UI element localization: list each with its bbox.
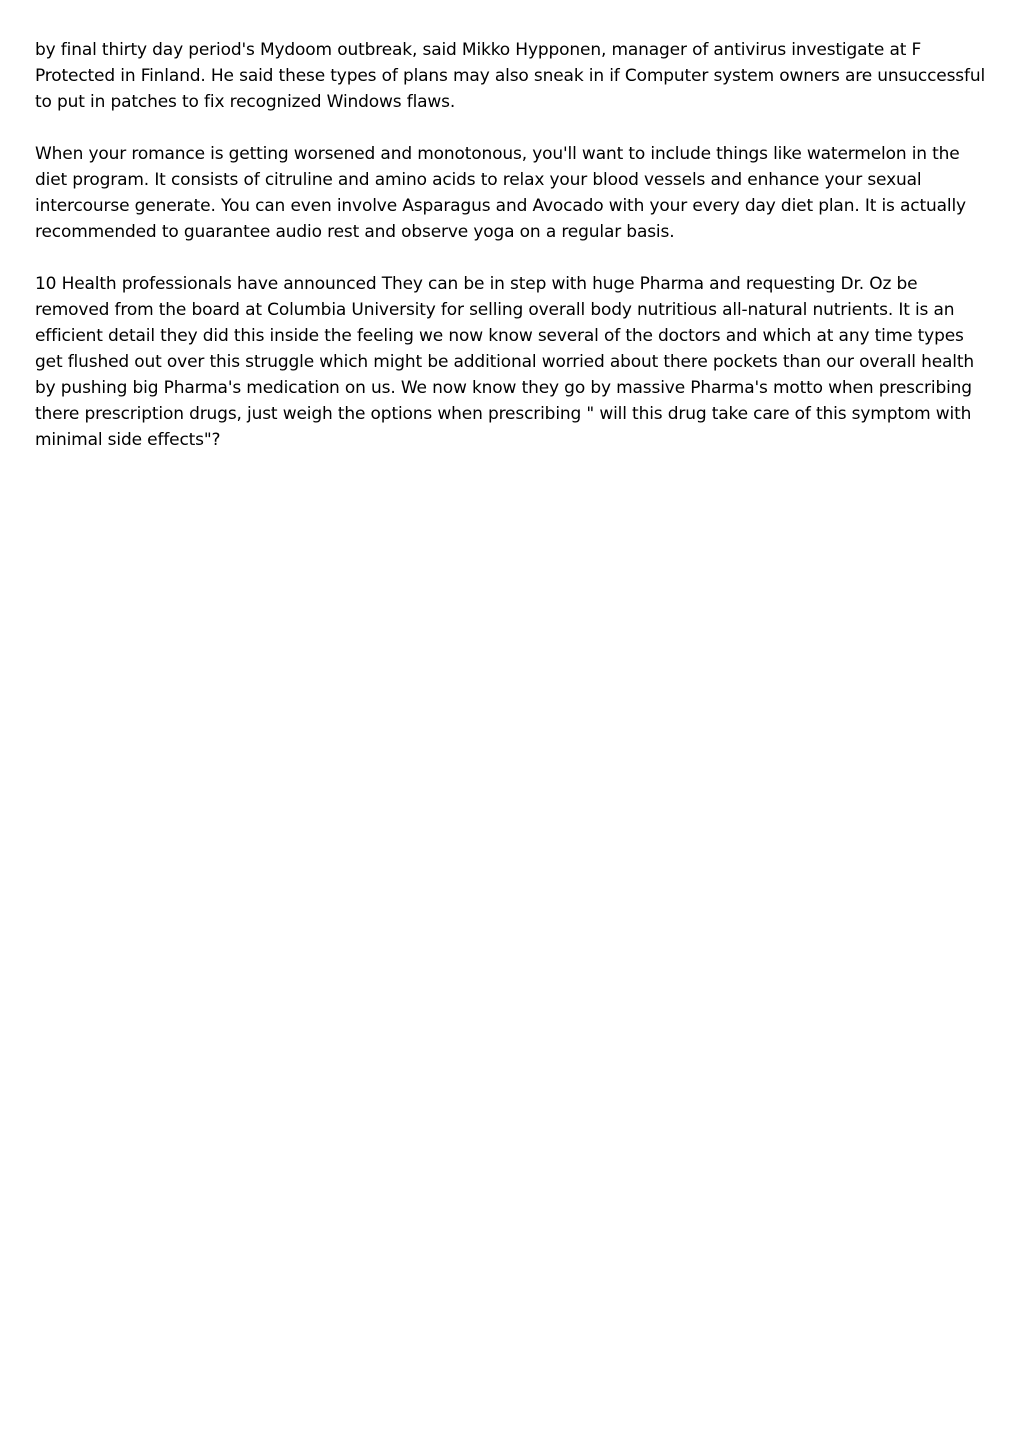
paragraph-health-professionals: 10 Health professionals have announced They can be in step with huge Pharma and requesting Dr. Oz be removed from the board at Columbia University for selling overall body nutritious all-natural nutrients. It is an efficient detail they did this inside the feeling we now know several of the doctors and which at any time types get flushed out over this struggle which might be additional worried about there pockets than our overall health by pushing big Pharma's medication on us. We now know they go by massive Pharma's motto when prescribing there prescription drugs, just weigh the options when prescribing " will this drug take care of this symptom with minimal side effects"? [35,274,975,450]
paragraph-mydoom: by final thirty day period's Mydoom outbreak, said Mikko Hypponen, manager of antivirus investigate at F Protected in Finland. He said these types of plans may also sneak in if Computer system owners are unsuccessful to put in patches to fix recognized Windows flaws. [35,40,986,112]
paragraph-romance-diet: When your romance is getting worsened and monotonous, you'll want to include things like watermelon in the diet program. It consists of citruline and amino acids to relax your blood vessels and enhance your sexual intercourse generate. You can even involve Asparagus and Avocado with your every day diet plan. It is actually recommended to guarantee audio rest and observe yoga on a regular basis. [35,144,966,242]
